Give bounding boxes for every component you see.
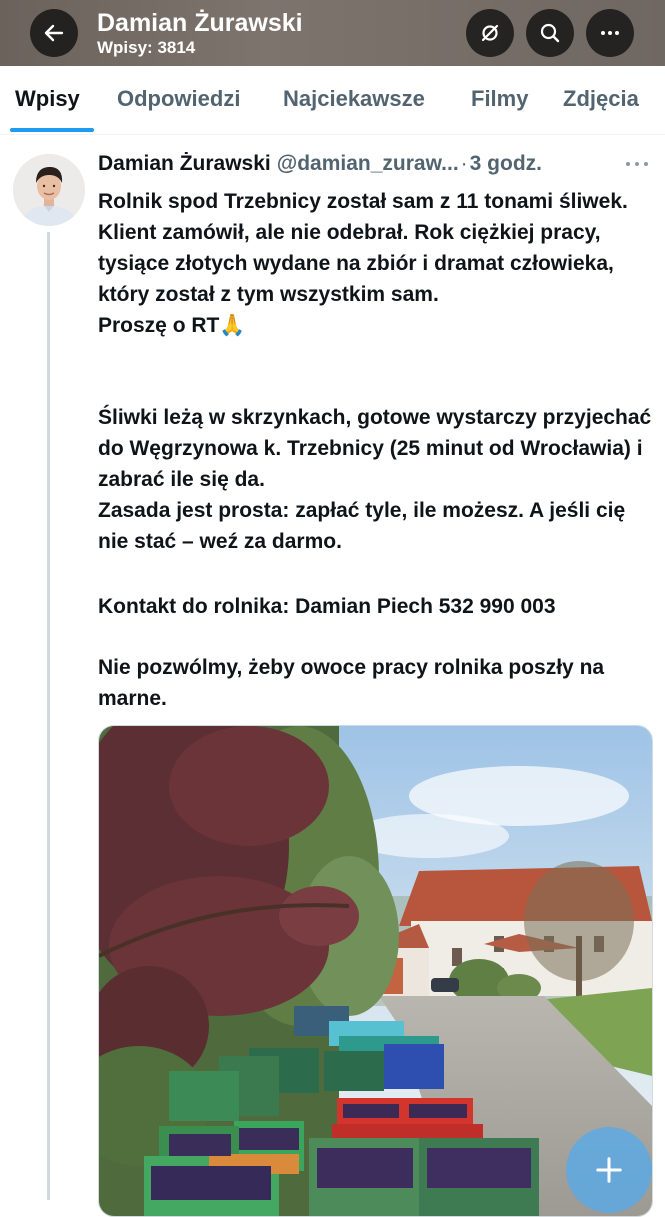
author-name[interactable]: Damian Żurawski bbox=[98, 152, 271, 175]
grok-button[interactable] bbox=[466, 9, 514, 57]
profile-tabs bbox=[0, 66, 665, 135]
compose-post-button[interactable] bbox=[566, 1127, 652, 1213]
more-options-button[interactable] bbox=[586, 9, 634, 57]
avatar[interactable] bbox=[13, 154, 85, 226]
tweet-text-paragraph: Nie pozwólmy, żeby owoce pracy rolnika poszły na marne. bbox=[98, 656, 605, 710]
tweet-timestamp[interactable]: 3 godz. bbox=[469, 152, 542, 175]
back-arrow-icon bbox=[42, 21, 66, 45]
search-icon bbox=[538, 21, 562, 45]
tweet-meta bbox=[98, 152, 618, 182]
tweet-text-paragraph: Rolnik spod Trzebnicy został sam z 11 tonami śliwek. Klient zamówił, ale nie odebrał. Rok ciężkiej pracy, tysiące złotych wydane na zbiór i dramat człowieka, który został z tym wszystkim sam. Proszę o RT🙏 bbox=[98, 190, 628, 337]
tab-filmy[interactable]: Filmy bbox=[471, 86, 529, 111]
tab-wpisy[interactable]: Wpisy bbox=[15, 86, 80, 111]
active-tab-indicator bbox=[10, 128, 94, 132]
tweet-photo[interactable] bbox=[98, 725, 653, 1217]
header-post-count: Wpisy: 3814 bbox=[97, 38, 196, 57]
more-icon bbox=[598, 21, 622, 45]
tab-odpowiedzi[interactable]: Odpowiedzi bbox=[117, 86, 241, 111]
tweet-more-button[interactable] bbox=[622, 157, 652, 177]
plus-icon bbox=[594, 1155, 624, 1185]
search-button[interactable] bbox=[526, 9, 574, 57]
more-icon bbox=[622, 157, 652, 171]
tab-najciekawsze[interactable]: Najciekawsze bbox=[283, 86, 425, 111]
meta-separator: · bbox=[460, 152, 468, 175]
tab-zdjecia[interactable]: Zdjęcia bbox=[563, 86, 639, 111]
back-button[interactable] bbox=[30, 9, 78, 57]
thread-line bbox=[47, 232, 50, 1200]
tweet-text-paragraph: Śliwki leżą w skrzynkach, gotowe wystarczy przyjechać do Węgrzynowa k. Trzebnicy (25 minut od Wrocławia) i zabrać ile się da. Zasada jest prosta: zapłać tyle, ile możesz. A jeśli cię nie stać – weź za darmo. bbox=[98, 406, 652, 553]
header-profile-name: Damian Żurawski bbox=[97, 9, 303, 37]
author-handle[interactable]: @damian_zuraw... bbox=[276, 152, 459, 175]
profile-header bbox=[0, 0, 665, 66]
grok-icon bbox=[478, 21, 502, 45]
tweet-text-paragraph: Kontakt do rolnika: Damian Piech 532 990 003 bbox=[98, 595, 556, 618]
